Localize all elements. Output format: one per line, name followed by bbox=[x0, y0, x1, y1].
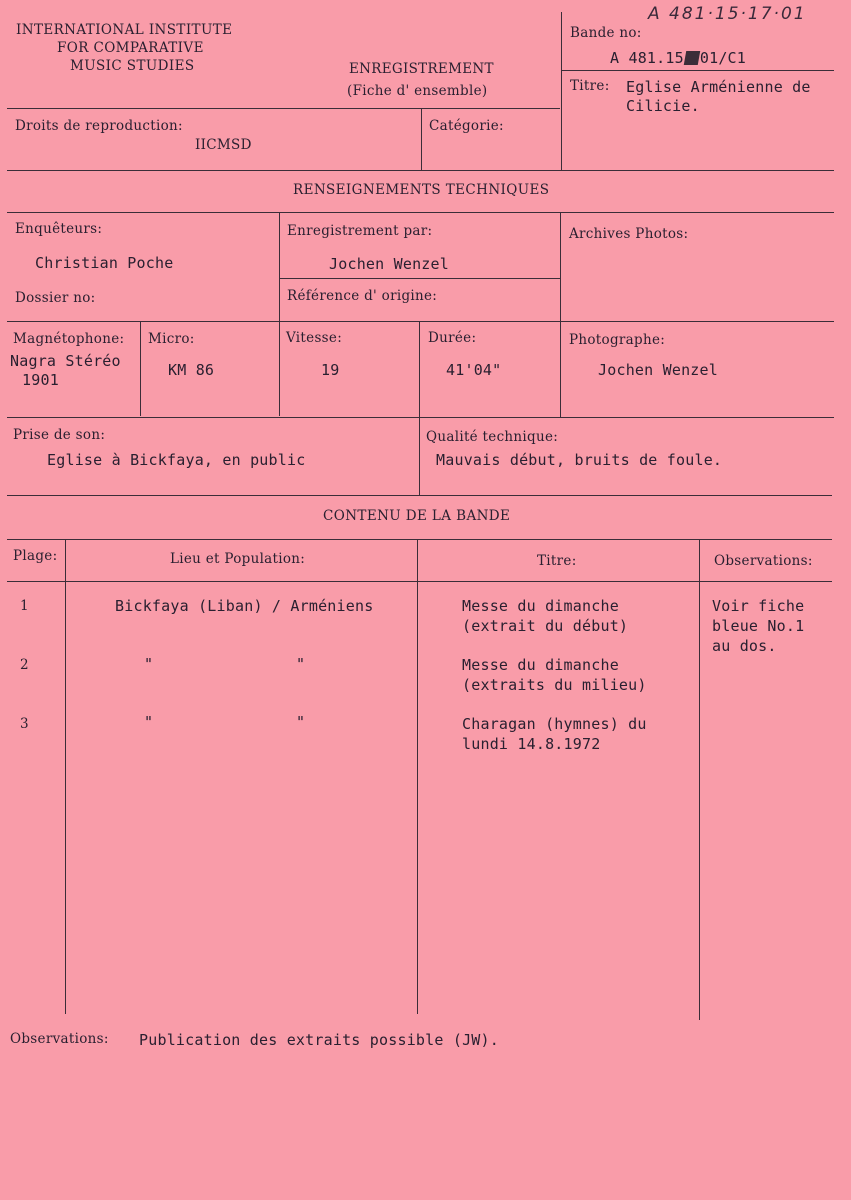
col-header-lieu: Lieu et Population: bbox=[170, 551, 306, 567]
micro-label: Micro: bbox=[148, 331, 195, 347]
row-lieu-ditto: " bbox=[144, 713, 154, 731]
row-plage: 3 bbox=[20, 716, 29, 732]
row-lieu-ditto: " bbox=[144, 655, 154, 673]
photographe-label: Photographe: bbox=[569, 332, 666, 348]
bande-value: A 481.15 01/C1 bbox=[610, 49, 747, 67]
rights-label: Droits de reproduction: bbox=[15, 118, 183, 134]
duree-value: 41'04" bbox=[446, 361, 502, 379]
observations-note-line1: Voir fiche bbox=[712, 597, 805, 615]
category-label: Catégorie: bbox=[429, 118, 504, 134]
footer-observations-value: Publication des extraits possible (JW). bbox=[139, 1031, 499, 1049]
form-subtitle: (Fiche d' ensemble) bbox=[347, 83, 488, 99]
titre-label: Titre: bbox=[570, 78, 610, 94]
footer-observations-label: Observations: bbox=[10, 1031, 109, 1047]
magnetophone-value-line2: 1901 bbox=[22, 371, 59, 389]
enregistrement-label: Enregistrement par: bbox=[287, 223, 433, 239]
row-titre-line2: (extraits du milieu) bbox=[462, 676, 647, 694]
row-plage: 2 bbox=[20, 657, 29, 673]
handwritten-correction-mark bbox=[684, 51, 700, 65]
enqueteurs-value: Christian Poche bbox=[35, 254, 174, 272]
row-population-ditto: " bbox=[296, 713, 306, 731]
duree-label: Durée: bbox=[428, 330, 477, 346]
row-population-ditto: " bbox=[296, 655, 306, 673]
enregistrement-value: Jochen Wenzel bbox=[329, 255, 449, 273]
row-titre-line2: lundi 14.8.1972 bbox=[462, 735, 601, 753]
form-title: ENREGISTREMENT bbox=[349, 61, 494, 77]
handwritten-reference: A 481·15·17·01 bbox=[648, 4, 807, 24]
institute-name-line2: FOR COMPARATIVE bbox=[57, 40, 204, 56]
col-header-observations: Observations: bbox=[714, 553, 813, 569]
prise-de-son-value: Eglise à Bickfaya, en public bbox=[47, 451, 306, 469]
row-titre-line2: (extrait du début) bbox=[462, 617, 629, 635]
archives-photos-label: Archives Photos: bbox=[569, 226, 689, 242]
photographe-value: Jochen Wenzel bbox=[598, 361, 718, 379]
row-titre-line1: Charagan (hymnes) du bbox=[462, 715, 647, 733]
row-lieu: Bickfaya (Liban) / Arméniens bbox=[115, 597, 374, 615]
technical-section-title: RENSEIGNEMENTS TECHNIQUES bbox=[293, 182, 550, 198]
col-header-plage: Plage: bbox=[13, 548, 58, 564]
magnetophone-label: Magnétophone: bbox=[13, 331, 125, 347]
magnetophone-value-line1: Nagra Stéréo bbox=[10, 352, 121, 370]
col-header-titre: Titre: bbox=[537, 553, 577, 569]
reference-label: Référence d' origine: bbox=[287, 288, 438, 304]
dossier-label: Dossier no: bbox=[15, 290, 96, 306]
qualite-technique-value: Mauvais début, bruits de foule. bbox=[436, 451, 723, 469]
titre-value-line2: Cilicie. bbox=[626, 97, 700, 115]
titre-value-line1: Eglise Arménienne de bbox=[626, 78, 811, 96]
row-plage: 1 bbox=[20, 598, 29, 614]
row-titre-line1: Messe du dimanche bbox=[462, 597, 619, 615]
observations-note-line3: au dos. bbox=[712, 637, 777, 655]
rights-value: IICMSD bbox=[195, 137, 252, 153]
prise-de-son-label: Prise de son: bbox=[13, 427, 106, 443]
vitesse-label: Vitesse: bbox=[286, 330, 343, 346]
institute-name-line3: MUSIC STUDIES bbox=[70, 58, 195, 74]
institute-name-line1: INTERNATIONAL INSTITUTE bbox=[16, 22, 233, 38]
micro-value: KM 86 bbox=[168, 361, 215, 379]
content-section-title: CONTENU DE LA BANDE bbox=[323, 508, 511, 524]
enqueteurs-label: Enquêteurs: bbox=[15, 221, 103, 237]
observations-note-line2: bleue No.1 bbox=[712, 617, 805, 635]
qualite-technique-label: Qualité technique: bbox=[426, 429, 559, 445]
row-titre-line1: Messe du dimanche bbox=[462, 656, 619, 674]
vitesse-value: 19 bbox=[321, 361, 340, 379]
bande-label: Bande no: bbox=[570, 25, 642, 41]
